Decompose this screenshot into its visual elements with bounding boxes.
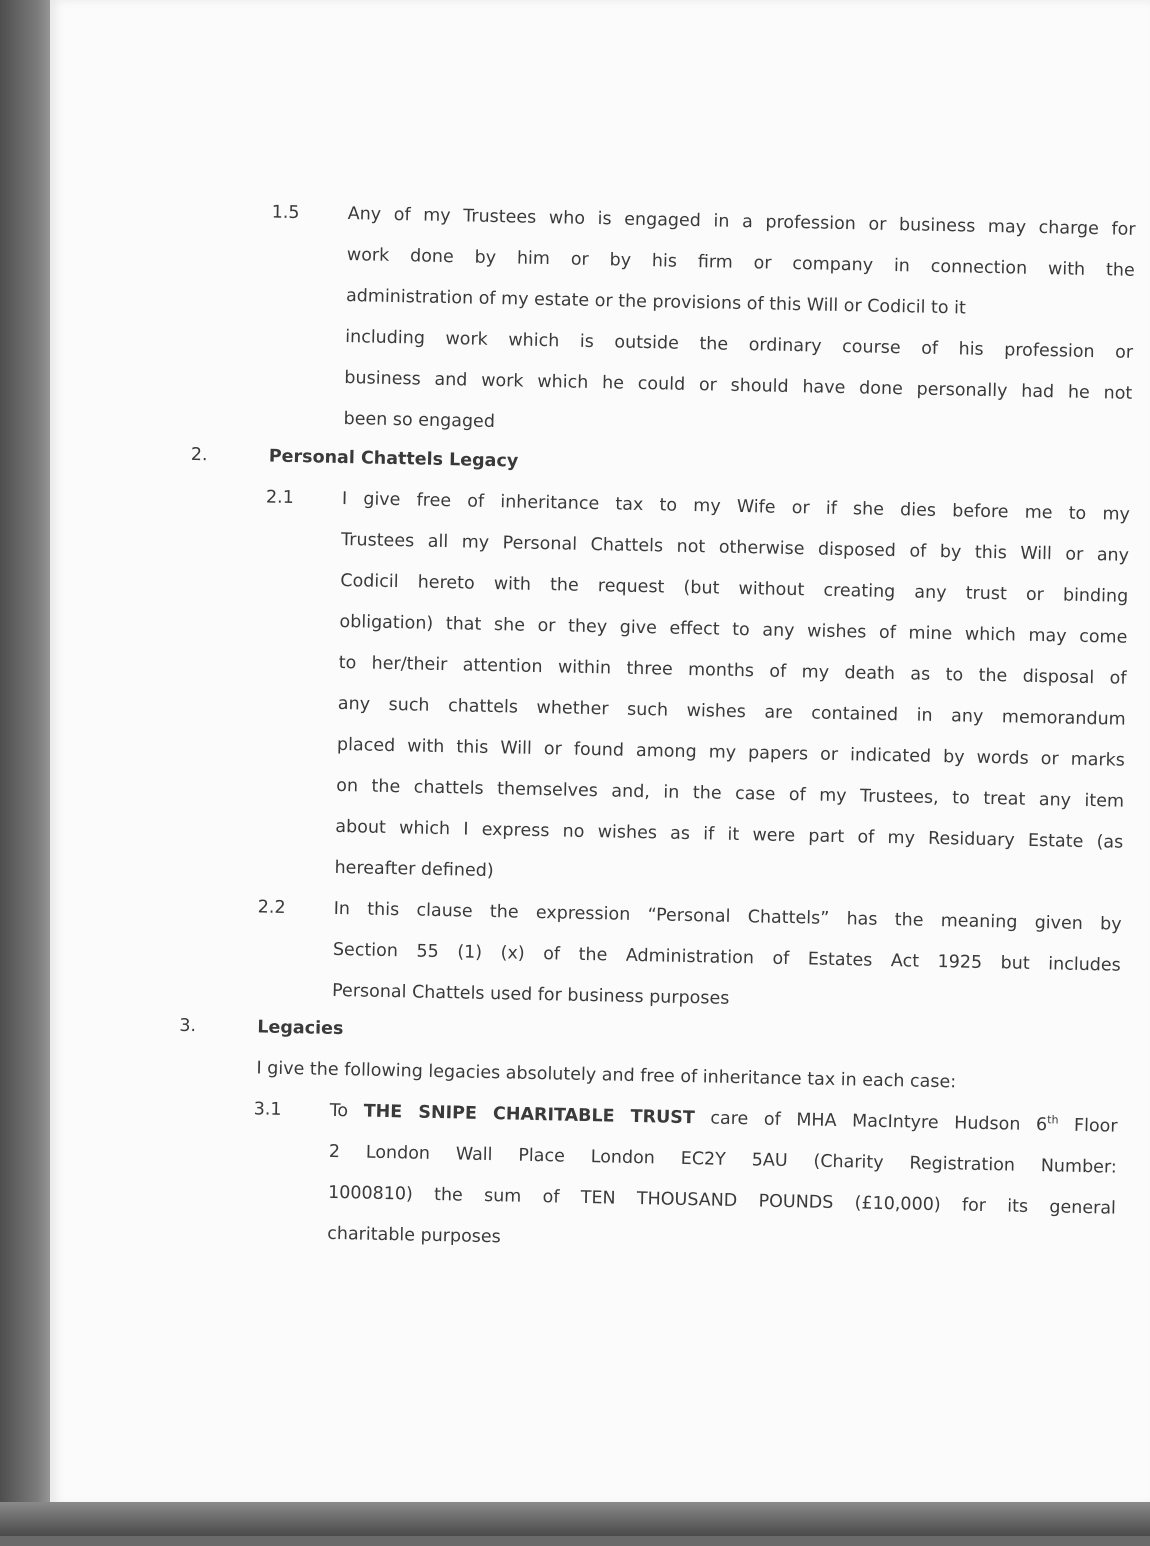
clause-line: Trustees all my Personal Chattels not otherwise disposed of by this Will or any <box>340 529 1130 566</box>
clause-text: To <box>329 1100 364 1122</box>
section-number: 2. <box>190 444 208 466</box>
clause-line: including work which is outside the ordinary course of his profession or <box>345 327 1134 363</box>
ordinal-suffix: th <box>1047 1113 1059 1127</box>
clause-line: hereafter defined) <box>334 857 494 882</box>
clause-line: placed with this Will or found among my papers or indicated by words or marks <box>336 734 1126 771</box>
clause-line: any such chattels whether such wishes are contained in any memorandum <box>337 693 1126 730</box>
clause-number: 1.5 <box>271 202 300 224</box>
clause-line: about which I express no wishes as if it were part of my Residuary Estate (as <box>335 816 1124 853</box>
clause-line: Personal Chattels used for business purposes <box>331 980 730 1009</box>
clause-line <box>329 1101 1117 1137</box>
clause-line: Section 55 (1) (x) of the Administration of Estates Act 1925 but includes <box>332 939 1121 976</box>
clause-line: Any of my Trustees who is engaged in a profession or business may charge for <box>347 204 1136 240</box>
clause-text: care of MHA MacIntyre Hudson 6 <box>694 1108 1048 1136</box>
section-heading: Personal Chattels Legacy <box>268 446 519 472</box>
clause-line: administration of my estate or the provisions of this Will or Codicil to it <box>345 286 967 319</box>
clause-line: charitable purposes <box>327 1223 501 1248</box>
clause-number: 2.2 <box>257 897 286 918</box>
clause-line: 1000810) the sum of TEN THOUSAND POUNDS (£10,000) for its general <box>327 1182 1117 1219</box>
clause-line: been so engaged <box>343 408 496 433</box>
charity-name: THE SNIPE CHARITABLE TRUST <box>363 1101 696 1129</box>
clause-line: Codicil hereto with the request (but without creating any trust or binding <box>340 570 1129 607</box>
clause-line: work done by him or by his firm or company in connection with the <box>346 245 1135 281</box>
section-number: 3. <box>179 1015 197 1037</box>
clause-line: obligation) that she or they give effect to any wishes of mine which may come <box>339 611 1128 648</box>
clause-number: 3.1 <box>253 1099 282 1120</box>
clause-line: to her/their attention within three months of my death as to the disposal of <box>338 652 1127 689</box>
clause-line: In this clause the expression “Personal Chattels” has the meaning given by <box>333 898 1122 935</box>
clause-line: on the chattels themselves and, in the case of my Trustees, to treat any item <box>336 775 1125 812</box>
section-intro: I give the following legacies absolutely and free of inheritance tax in each case: <box>256 1058 957 1093</box>
clause-line: 2 London Wall Place London EC2Y 5AU (Charity Registration Number: <box>328 1141 1117 1178</box>
clause-line: business and work which he could or should have done personally had he not <box>344 368 1133 404</box>
clause-line: I give free of inheritance tax to my Wife or if she dies before me to my <box>341 488 1131 525</box>
clause-number: 2.1 <box>265 487 295 509</box>
clause-text: Floor <box>1058 1115 1118 1137</box>
section-heading: Legacies <box>257 1017 344 1040</box>
